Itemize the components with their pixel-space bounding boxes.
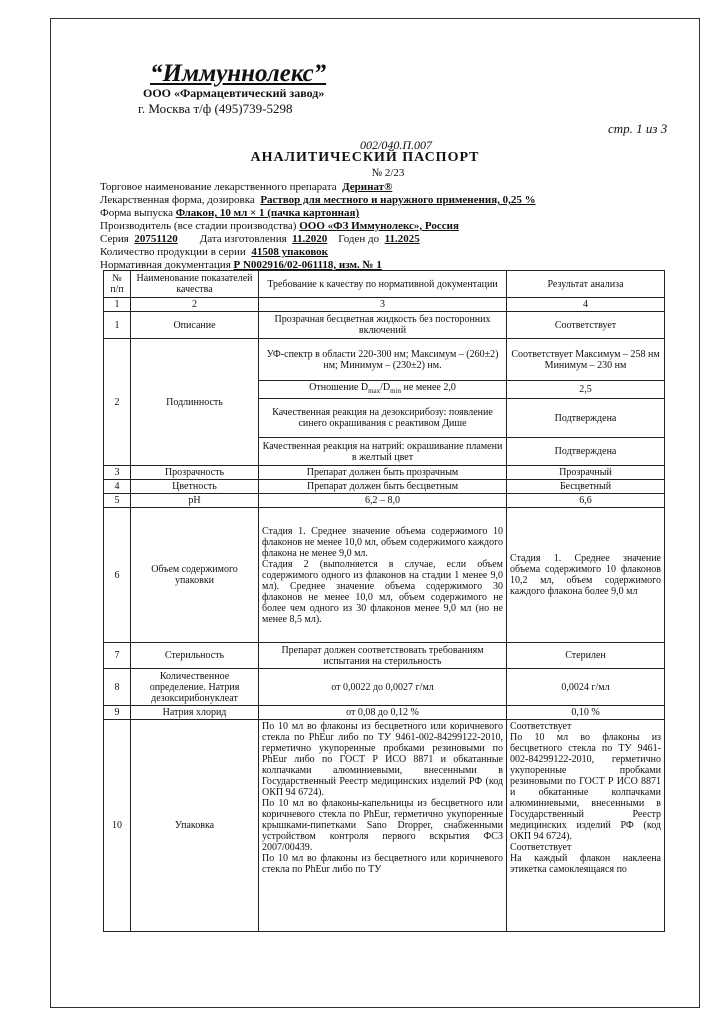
- col-number: 1: [104, 298, 131, 312]
- row-requirement: от 0,0022 до 0,0027 г/мл: [259, 669, 507, 706]
- table-row: [104, 508, 665, 643]
- info-form: Лекарственная форма, дозировка Раствор для местного и наружного применения, 0,25 %: [100, 194, 536, 206]
- table-row: [104, 669, 665, 706]
- row-result: Стерилен: [507, 643, 665, 669]
- row-requirement: 6,2 – 8,0: [259, 494, 507, 508]
- page-title: АНАЛИТИЧЕСКИЙ ПАСПОРТ: [250, 150, 480, 165]
- info-normdoc: Нормативная документация Р N002916/02-061118, изм. № 1: [100, 259, 382, 271]
- row-result: Подтверждена: [507, 399, 665, 438]
- row-result: Стадия 1. Среднее значение объема содержимого 10 флаконов 10,2 мл, объем содержимого каждого флакона более 9,0 мл: [507, 508, 665, 643]
- row-indicator: Стерильность: [131, 643, 259, 669]
- info-producer: Производитель (все стадии производства) ООО «ФЗ Иммунолекс», Россия: [100, 220, 459, 232]
- row-indicator: Прозрачность: [131, 466, 259, 480]
- header-result: Результат анализа: [507, 271, 665, 298]
- row-result: 0,10 %: [507, 706, 665, 720]
- row-num: 2: [104, 339, 131, 466]
- city-phone: г. Москва т/ф (495)739-5298: [138, 101, 293, 116]
- row-num: 8: [104, 669, 131, 706]
- row-result: Соответствует: [507, 312, 665, 339]
- info-series: Серия 20751120 Дата изготовления 11.2020 Годен до 11.2025: [100, 233, 420, 245]
- row-indicator: Объем содержимого упаковки: [131, 508, 259, 643]
- row-indicator: рН: [131, 494, 259, 508]
- row-indicator: Цветность: [131, 480, 259, 494]
- row-requirement: По 10 мл во флаконы из бесцветного или коричневого стекла по PhEur либо по ТУ 9461-002-84299122-2010, герметично укупоренные пробками резиновыми по PhEur либо по ГОСТ Р ИСО 8871 и обкатанные колпачками алюминиевыми, внесенными в Государственный Реестр медицинских изделий РФ (код ОКП 94 6724). По 10 мл во флаконы-капельницы из бесцветного или коричневого стекла по PhEur, герметично укупоренные крышками-пипетками Sano Dropper, снабженными устройством контроля первого вскрытия ФСЗ 2007/00439. По 10 мл во флаконы из бесцветного или коричневого стекла по PhEur либо по ТУ: [259, 720, 507, 932]
- info-release: Форма выпуска Флакон, 10 мл × 1 (пачка картонная): [100, 207, 360, 219]
- company-name: ООО «Фармацевтический завод»: [143, 86, 325, 100]
- row-result: 2,5: [507, 381, 665, 399]
- row-requirement: Качественная реакция на натрий: окрашивание пламени в желтый цвет: [259, 438, 507, 466]
- row-indicator: Описание: [131, 312, 259, 339]
- page-number: стр. 1 из 3: [608, 121, 668, 136]
- quality-table: [103, 270, 665, 932]
- header-requirement: Требование к качеству по нормативной документации: [259, 271, 507, 298]
- row-requirement: Препарат должен быть прозрачным: [259, 466, 507, 480]
- table-header-row: [104, 271, 665, 298]
- row-num: 6: [104, 508, 131, 643]
- document-number: 002/040.П.007: [360, 138, 432, 152]
- table-row: [104, 720, 665, 932]
- row-num: 5: [104, 494, 131, 508]
- row-requirement: Прозрачная бесцветная жидкость без посторонних включений: [259, 312, 507, 339]
- info-quantity: Количество продукции в серии 41508 упаковок: [100, 246, 329, 258]
- row-num: 7: [104, 643, 131, 669]
- col-number: 4: [507, 298, 665, 312]
- header-num: № п/п: [104, 271, 131, 298]
- row-num: 1: [104, 312, 131, 339]
- row-requirement: УФ-спектр в области 220-300 нм; Максимум – (260±2) нм; Минимум – (230±2) нм.: [259, 339, 507, 381]
- row-result: Подтверждена: [507, 438, 665, 466]
- row-result: Соответствует Максимум – 258 нм Минимум – 230 нм: [507, 339, 665, 381]
- row-num: 3: [104, 466, 131, 480]
- row-requirement: Качественная реакция на дезоксирибозу: появление синего окрашивания с реактивом Дише: [259, 399, 507, 438]
- company-logo: “Иммуннолекс”: [150, 60, 327, 87]
- row-result: Бесцветный: [507, 480, 665, 494]
- col-number: 3: [259, 298, 507, 312]
- row-num: 10: [104, 720, 131, 932]
- row-indicator: Количественное определение. Натрия дезоксирибонуклеат: [131, 669, 259, 706]
- row-requirement: Стадия 1. Среднее значение объема содержимого 10 флаконов не менее 10,0 мл, объем содержимого каждого флакона не менее 9,0 мл. Стадия 2 (выполняется в случае, если объем содержимого одного из флаконов на стадии 1 менее 9,0 мл). Среднее значение объема содержимого 30 флаконов не менее 10,0 мл, объем содержимого не более чем одного из 30 флаконов менее 9,0 мл (но не менее 8,5 мл).: [259, 508, 507, 643]
- row-result: Соответствует По 10 мл во флаконы из бесцветного стекла по ТУ 9461-002-84299122-2010, герметично укупоренные пробками резиновыми по ГОСТ Р ИСО 8871 и обкатанные колпачками алюминиевыми, внесенными в Государственный Реестр медицинских изделий РФ (код ОКП 94 6724). Соответствует На каждый флакон наклеена этикетка самоклеящаяся по: [507, 720, 665, 932]
- row-num: 4: [104, 480, 131, 494]
- row-indicator: Упаковка: [131, 720, 259, 932]
- table-row: [104, 312, 665, 339]
- col-number: 2: [131, 298, 259, 312]
- table-row: [104, 494, 665, 508]
- row-requirement: Препарат должен соответствовать требованиям испытания на стерильность: [259, 643, 507, 669]
- row-indicator: Подлинность: [131, 339, 259, 466]
- info-trade-name: Торговое наименование лекарственного препарата Деринат®: [100, 181, 393, 193]
- passport-number: № 2/23: [371, 167, 405, 179]
- table-row: [104, 466, 665, 480]
- table-row: [104, 480, 665, 494]
- row-requirement: Препарат должен быть бесцветным: [259, 480, 507, 494]
- column-number-row: [104, 298, 665, 312]
- row-result: 6,6: [507, 494, 665, 508]
- header-name: Наименование показателей качества: [131, 271, 259, 298]
- row-result: Прозрачный: [507, 466, 665, 480]
- row-requirement: от 0,08 до 0,12 %: [259, 706, 507, 720]
- row-result: 0,0024 г/мл: [507, 669, 665, 706]
- table-row: [104, 643, 665, 669]
- row-indicator: Натрия хлорид: [131, 706, 259, 720]
- table-row: [104, 339, 665, 381]
- row-num: 9: [104, 706, 131, 720]
- table-row: [104, 706, 665, 720]
- row-requirement: Отношение $D_{max}/D_{min}$ не менее 2,0: [259, 381, 507, 399]
